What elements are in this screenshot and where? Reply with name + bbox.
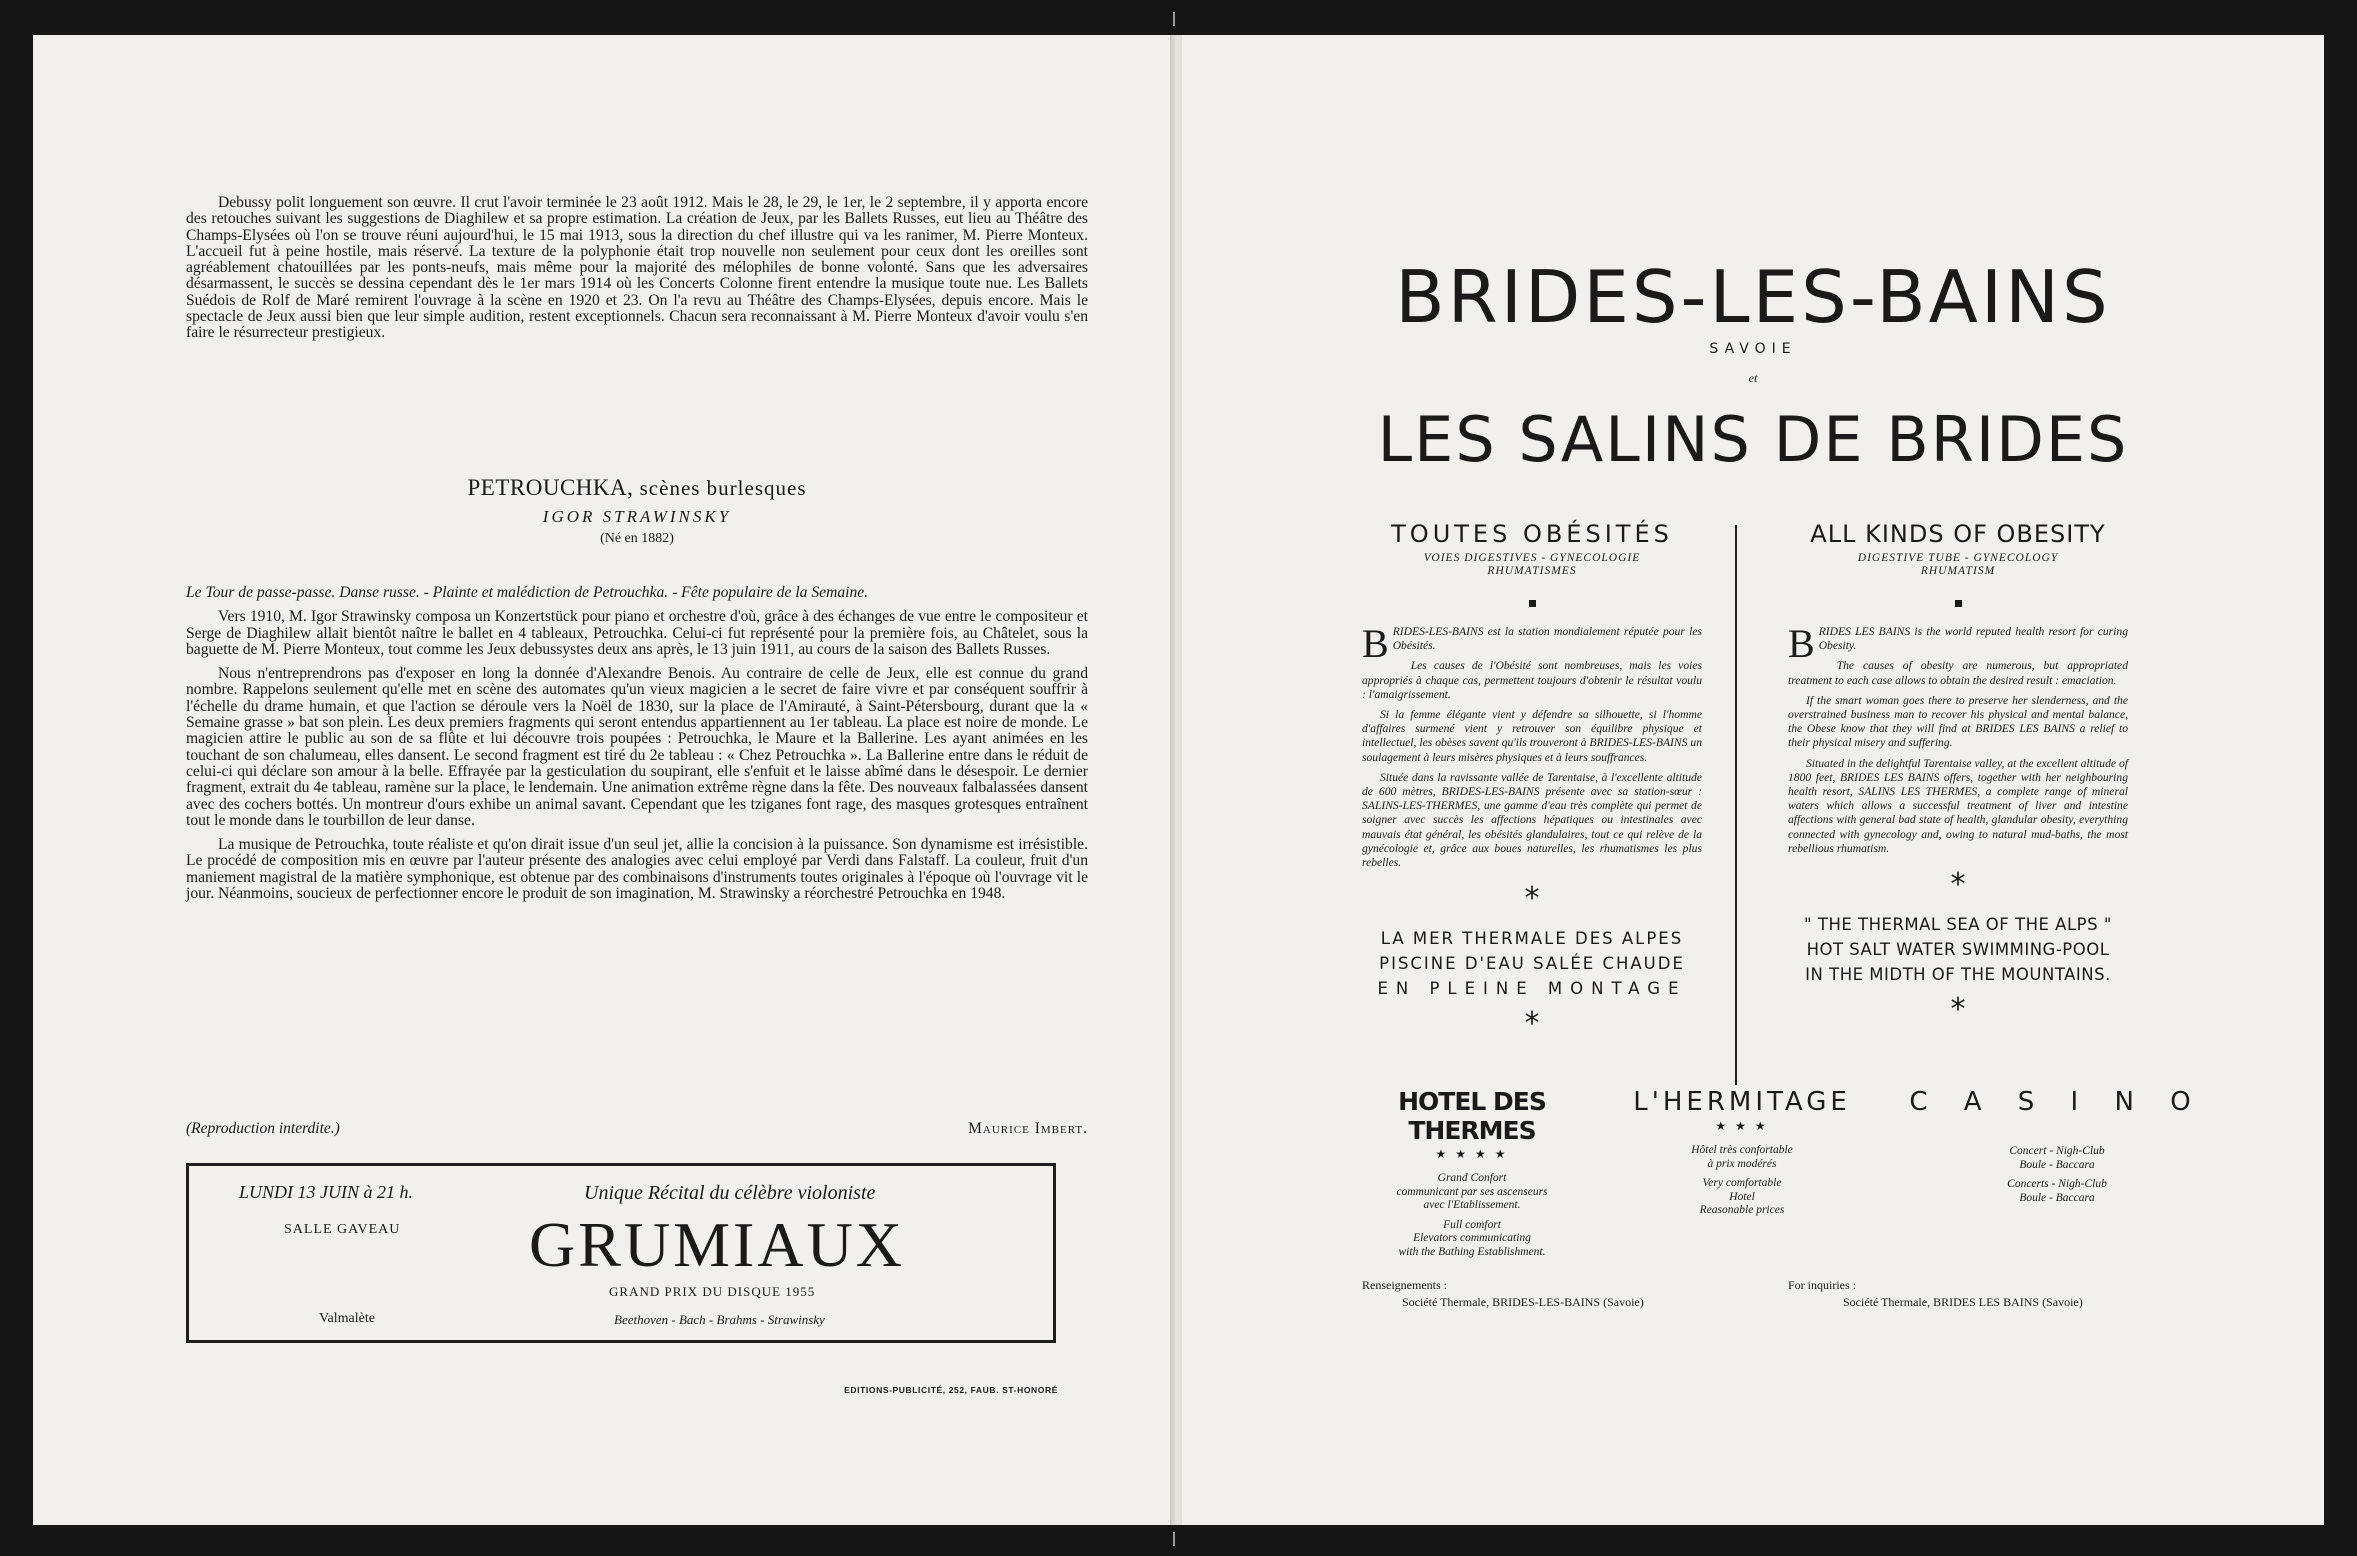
concert-hall: SALLE GAVEAU	[284, 1222, 401, 1237]
inquiries-fr-address: Société Thermale, BRIDES-LES-BAINS (Savoie)	[1402, 1295, 1644, 1309]
english-sea-block	[1788, 912, 2128, 987]
casino-name: C A S I N O	[1909, 1087, 2205, 1117]
column-divider	[1735, 525, 1737, 1085]
paragraph-1: Vers 1910, M. Igor Strawinsky composa un Konzertstück pour piano et orchestre d'où, grâce à des échanges de vue entre le compositeur et Serge de Diaghilew allait bientôt naître le ballet en 4 tableaux, Petrouchka. Celui-ci fut représenté pour la première fois, au Châtelet, sous la baguette de M. Pierre Monteux, tout comme les Jeux debussystes deux ans après, le 13 juin 1911, au cours de la saison des Ballets Russes.	[186, 608, 1088, 658]
asterisk-ornament: *	[1524, 881, 1540, 917]
petrouchka-heading	[186, 475, 1088, 547]
french-p3: Si la femme élégante vient y défendre sa silhouette, si l'homme d'affaires surmené vient y retrouver son équilibre physique et intellectuel, les obèses savent qu'ils trouveront à BRIDES-LES-BAINS un soulagement à leurs misères physiques et à leurs souffrances.	[1362, 708, 1702, 764]
composer-name: IGOR STRAWINSKY	[542, 507, 732, 526]
french-subheading-1: VOIES DIGESTIVES - GYNECOLOGIE	[1423, 552, 1641, 564]
concert-tagline: Unique Récital du célèbre violoniste	[584, 1182, 876, 1204]
english-sea-line-3: IN THE MIDTH OF THE MOUNTAINS.	[1805, 965, 2111, 985]
french-sea-line-1: LA MER THERMALE DES ALPES	[1380, 929, 1684, 949]
dropcap-b: B	[1362, 621, 1389, 666]
english-sea-line-2: HOT SALT WATER SWIMMING-POOL	[1806, 940, 2110, 960]
english-subheading-2: RHUMATISM	[1920, 565, 1996, 577]
casino	[1892, 1087, 2222, 1205]
french-p4: Située dans la ravissante vallée de Tarentaise, à l'excellente altitude de 600 mètres, BRIDES-LES-BAINS présente avec sa station-sœur : SALINS-LES-THERMES, une gamme d'eau très complète qui permet de soigner avec succès les affections hépatiques ou intestinales avec mauvais état général, les obésités glandulaires, tout ce qui relève de la gynécologie et, grâce aux boues naturelles, les rhumatismes les plus rebelles.	[1362, 770, 1702, 870]
casino-details-en: Concerts - Nigh-Club Boule - Baccara	[2007, 1178, 2107, 1204]
reproduction-note: (Reproduction interdite.)	[186, 1120, 340, 1137]
region-label: SAVOIE	[1709, 341, 1797, 357]
concert-program: Beethoven - Bach - Brahms - Strawinsky	[614, 1312, 825, 1327]
french-sea-block	[1362, 926, 1702, 1001]
french-p1: RIDES-LES-BAINS est la station mondialement réputée pour les Obésités.	[1392, 625, 1702, 653]
hotel-rating: ★ ★ ★ ★	[1435, 1147, 1509, 1161]
french-body	[1362, 621, 1702, 870]
english-subheading-1: DIGESTIVE TUBE - GYNECOLOGY	[1857, 552, 2059, 564]
paragraph-2: Nous n'entreprendrons pas d'exposer en long la donnée d'Alexandre Benois. Au contraire de celle de Jeux, elle est connue du grand nombre. Rappelons seulement qu'elle met en scène des automates qu'un vieux magicien a le secret de faire vivre et par conséquent souffrir à l'échelle du drame humain, et que l'action se déroule vers la Noël de 1830, sur la place de l'Amirauté, à Saint-Pétersbourg, durant que la « Semaine grasse » bat son plein. Les deux premiers fragments qui seront entendus appartiennent au 1er tableau. La place est noire de monde. Le magicien attire le public au son de sa flûte et lui découvre trois poupées : Petrouchka, le Maure et la Ballerine. Les ayant animées en les touchant de son chalumeau, elles dansent. Le second fragment est tiré du 2e tableau : « Chez Petrouchka ». La Ballerine entre dans le réduit de celui-ci qui déclare son amour à la belle. Effrayée par la gesticulation du soupirant, elle s'enfuit et le laisse abîmé dans le désespoir. Le dernier fragment, extrait du 4e tableau, ramène sur la place, le lendemain. Une animation extrême règne dans la fête. Des nouveaux falbalassées dansent avec des cochers bottés. Un montreur d'ours exhibe un animal savant. Cependant que les tziganes font rage, des masques grotesques entraînent tout le monde dans le tourbillon de leur danse.	[186, 665, 1088, 829]
asterisk-ornament: *	[1524, 1006, 1540, 1042]
french-sea-line-3: EN PLEINE MONTAGE	[1377, 979, 1687, 999]
crop-mark	[1173, 12, 1175, 26]
right-page	[1182, 35, 2324, 1525]
asterisk-ornament: *	[1950, 992, 1966, 1028]
hotel-details-fr: Hôtel très confortable à prix modérés	[1691, 1144, 1793, 1170]
hotel-details-fr: Grand Confort communicant par ses ascenseurs avec l'Etablissement.	[1396, 1172, 1548, 1211]
english-body	[1788, 621, 2128, 856]
composer-born: (Né en 1882)	[600, 531, 674, 546]
square-bullet	[1955, 600, 1962, 607]
english-p4: Situated in the delightful Tarentaise valley, at the excellent altitude of 1800 feet, BRIDES LES BAINS offers, together with her neighbouring health resort, SALINS LES THERMES, a complete range of mineral waters which allows a successful treatment of liver and intestine affections with general bad state of health, glandular obesity, everything connected with gynecology and, owing to natural mud-baths, the most rebellious rhumatism.	[1788, 756, 2128, 855]
hotel-name: HOTEL DES THERMES	[1398, 1087, 1546, 1145]
english-sea-line-1: " THE THERMAL SEA OF THE ALPS "	[1804, 915, 2112, 935]
signature-row	[186, 1120, 1088, 1138]
english-p1: RIDES LES BAINS is the world reputed health resort for curing Obesity.	[1818, 625, 2128, 653]
piece-subtitle: scènes burlesques	[639, 476, 807, 500]
concert-advertisement	[186, 1163, 1056, 1343]
inquiries-en-label: For inquiries :	[1788, 1278, 1856, 1292]
english-p2: The causes of obesity are numerous, but appropriated treatment to each case allows to obtain the desired result : emaciation.	[1788, 659, 2128, 687]
casino-details-fr: Concert - Nigh-Club Boule - Baccara	[2009, 1145, 2105, 1171]
jeux-paragraph	[186, 195, 1088, 350]
english-heading: ALL KINDS OF OBESITY	[1810, 520, 2106, 548]
tableaux-list: Le Tour de passe-passe. Danse russe. - Plainte et malédiction de Petrouchka. - Fête populaire de la Semaine.	[186, 584, 869, 601]
asterisk-ornament: *	[1950, 867, 1966, 903]
english-column	[1788, 520, 2128, 1028]
french-subheading-2: RHUMATISMES	[1487, 565, 1577, 577]
inquiries-fr	[1362, 1277, 1644, 1311]
hotel-details-en: Very comfortable Hotel Reasonable prices	[1699, 1177, 1785, 1216]
violinist-name: GRUMIAUX	[529, 1209, 905, 1280]
record-prize: GRAND PRIX DU DISQUE 1955	[609, 1284, 816, 1299]
concert-agency: Valmalète	[319, 1311, 375, 1326]
french-column	[1362, 520, 1702, 1042]
square-bullet	[1529, 600, 1536, 607]
casino-rating	[1892, 1119, 2222, 1135]
inquiries-en-address: Société Thermale, BRIDES LES BAINS (Savoie)	[1843, 1295, 2083, 1309]
french-heading: TOUTES OBÉSITÉS	[1391, 520, 1673, 548]
hotel-des-thermes	[1352, 1087, 1592, 1259]
conjunction: et	[1748, 371, 1758, 385]
publisher-imprint: EDITIONS-PUBLICITÉ, 252, FAUB. ST-HONORÉ	[844, 1385, 1058, 1395]
author-signature: Maurice Imbert.	[968, 1120, 1088, 1137]
paragraph-3: La musique de Petrouchka, toute réaliste et qu'on dirait issue d'un seul jet, allie la concision à la puissance. Son dynamisme est irrésistible. Le procédé de composition mis en œuvre par l'auteur présente des analogies avec celui employé par Verdi dans Falstaff. La couleur, fruit d'un maniement magistral de la matière symphonique, est obtenue par des combinaisons d'instruments toutes originales à l'époque où l'ouvrage vit le jour. Néanmoins, soucieux de perfectionner encore le produit de son imagination, M. Strawinsky a réorchestré Petrouchka en 1948.	[186, 836, 1088, 903]
hotel-rating: ★ ★ ★	[1715, 1119, 1769, 1133]
main-headline: BRIDES-LES-BAINS	[1395, 255, 2111, 339]
petrouchka-text	[186, 585, 1088, 910]
left-page	[33, 35, 1173, 1525]
piece-title: PETROUCHKA,	[467, 475, 634, 500]
french-p2: Les causes de l'Obésité sont nombreuses, mais les voies appropriés à chaque cas, permettent toujours d'obtenir le résultat voulu : l'amaigrissement.	[1362, 659, 1702, 701]
inquiries-fr-label: Renseignements :	[1362, 1278, 1447, 1292]
hotel-name: L'HERMITAGE	[1633, 1087, 1851, 1117]
hotel-hermitage	[1622, 1087, 1862, 1218]
concert-date: LUNDI 13 JUIN à 21 h.	[239, 1182, 413, 1202]
dropcap-b: B	[1788, 621, 1815, 666]
inquiries-en	[1788, 1277, 2083, 1311]
hotel-details-en: Full comfort Elevators communicating with the Bathing Establishment.	[1398, 1218, 1546, 1258]
intro-text: Debussy polit longuement son œuvre. Il crut l'avoir terminée le 23 août 1912. Mais le 28, le 29, le 1er, le 2 septembre, il y apporta encore des retouches suivant les suggestions de Diaghilew et sa propre estimation. La création de Jeux, par les Ballets Russes, eut lieu au Théâtre des Champs-Elysées où l'on se trouve réuni aujourd'hui, le 15 mai 1913, sous la direction du chef illustre qui va les ranimer, M. Pierre Monteux. L'accueil fut à peine hostile, mais réservé. La texture de la polyphonie était trop nouvelle non seulement pour ceux dont les oreilles sont agréablement chatouillées par les ponts-neufs, mais même pour la majorité des mélophiles de bonne volonté. Sans que les adversaires désarmassent, le succès se dessina cependant dès le 1er mars 1914 où les Concerts Colonne firent entendre la musique toute nue. Les Ballets Suédois de Rolf de Maré remirent l'ouvrage à la scène en 1920 et 23. On l'a revu au Théâtre des Champs-Elysées, depuis encore. Mais le spectacle de Jeux aussi bien que leur simple audition, restent exceptionnels. Chacun sera reconnaissant à M. Pierre Monteux d'avoir voulu s'en faire le résurrecteur prestigieux.	[186, 194, 1088, 342]
crop-mark	[1173, 1532, 1175, 1546]
second-headline: LES SALINS DE BRIDES	[1377, 403, 2129, 476]
english-p3: If the smart woman goes there to preserve her slenderness, and the overstrained business man to recover his physical and mental balance, the Obese know that they will find at BRIDES LES BAINS a relief to their physical misery and suffering.	[1788, 693, 2128, 750]
french-sea-line-2: PISCINE D'EAU SALÉE CHAUDE	[1379, 954, 1685, 974]
